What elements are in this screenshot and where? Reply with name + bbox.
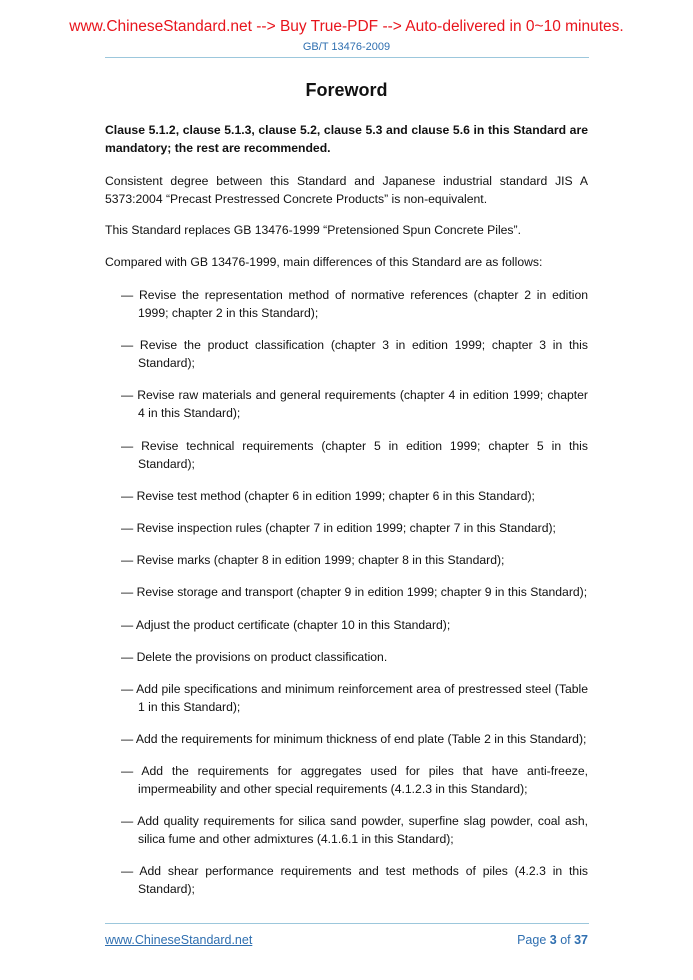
list-item: — Add pile specifications and minimum reinforcement area of prestressed steel (Table 1 in this Standard); bbox=[121, 682, 588, 714]
list-item: — Revise inspection rules (chapter 7 in edition 1999; chapter 7 in this Standard); bbox=[121, 521, 556, 535]
paragraph-differences: Compared with GB 13476-1999, main differences of this Standard are as follows: bbox=[105, 255, 543, 269]
list-item: — Delete the provisions on product classification. bbox=[121, 650, 388, 664]
list-item: — Revise technical requirements (chapter 5 in edition 1999; chapter 5 in this Standard); bbox=[121, 439, 588, 471]
paragraph-mandatory: Clause 5.1.2, clause 5.1.3, clause 5.2, clause 5.3 and clause 5.6 in this Standard are mandatory; the rest are recommended. bbox=[105, 123, 588, 155]
list-item: — Revise the representation method of normative references (chapter 2 in edition 1999; chapter 2 in this Standard); bbox=[121, 288, 588, 320]
footer-divider bbox=[105, 923, 589, 924]
list-item: — Add the requirements for aggregates used for piles that have anti-freeze, impermeability and other special requirements (4.1.2.3 in this Standard); bbox=[121, 764, 588, 796]
standard-number: GB/T 13476-2009 bbox=[302, 41, 391, 53]
promo-banner[interactable]: www.ChineseStandard.net --> Buy True-PDF --> Auto-delivered in 0~10 minutes. bbox=[69, 18, 624, 35]
page-title: Foreword bbox=[305, 80, 388, 100]
footer-link-wrap bbox=[105, 933, 252, 947]
page-of: of bbox=[556, 933, 575, 947]
list-item: — Revise test method (chapter 6 in edition 1999; chapter 6 in this Standard); bbox=[121, 489, 535, 503]
paragraph-replaces: This Standard replaces GB 13476-1999 “Pretensioned Spun Concrete Piles”. bbox=[105, 223, 521, 237]
list-item: — Revise the product classification (chapter 3 in edition 1999; chapter 3 in this Standard); bbox=[121, 338, 588, 370]
list-item: — Add the requirements for minimum thickness of end plate (Table 2 in this Standard); bbox=[121, 732, 587, 746]
footer-website-link[interactable]: www.ChineseStandard.net bbox=[105, 933, 253, 947]
list-item: — Adjust the product certificate (chapter 10 in this Standard); bbox=[121, 618, 451, 632]
page-indicator bbox=[517, 933, 588, 947]
list-item: — Revise marks (chapter 8 in edition 1999; chapter 8 in this Standard); bbox=[121, 553, 505, 567]
page-total: 37 bbox=[574, 933, 588, 947]
list-item: — Revise raw materials and general requirements (chapter 4 in edition 1999; chapter 4 in this Standard); bbox=[121, 388, 588, 420]
header-divider bbox=[105, 57, 589, 58]
list-item: — Add quality requirements for silica sand powder, superfine slag powder, coal ash, silica fume and other admixtures (4.1.6.1 in this Standard); bbox=[121, 814, 588, 846]
page-number: 3 bbox=[549, 933, 557, 947]
list-item: — Revise storage and transport (chapter 9 in edition 1999; chapter 9 in this Standard); bbox=[121, 585, 588, 599]
page-prefix: Page bbox=[517, 933, 550, 947]
list-item: — Add shear performance requirements and test methods of piles (4.2.3 in this Standard); bbox=[121, 864, 588, 896]
paragraph-consistency: Consistent degree between this Standard and Japanese industrial standard JIS A 5373:2004 “Precast Prestressed Concrete Products” is non-equivalent. bbox=[105, 174, 588, 206]
